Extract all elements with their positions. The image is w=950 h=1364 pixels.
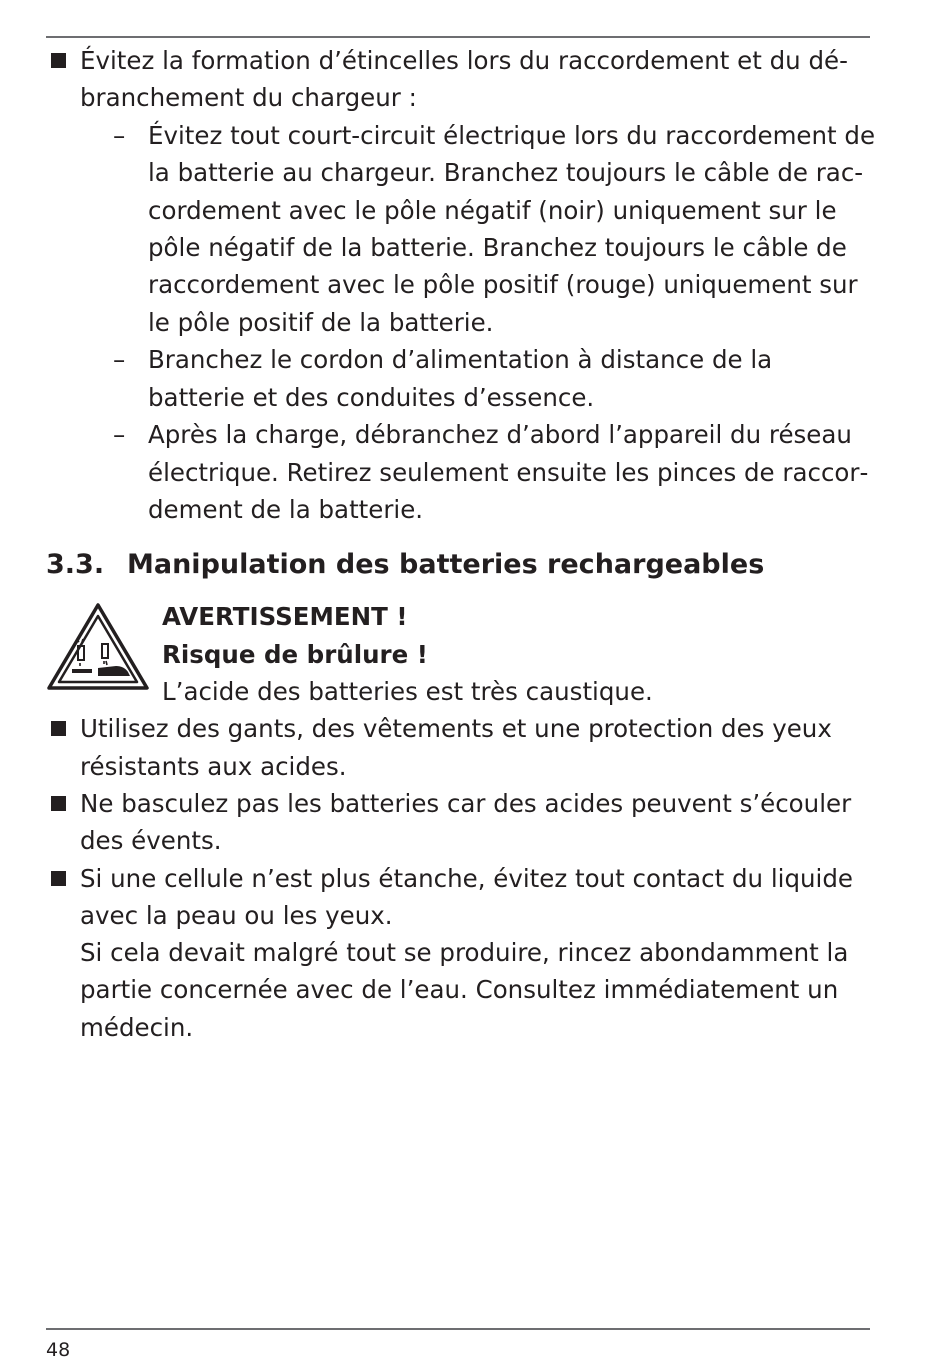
dash-bullet-icon: – [113, 345, 126, 375]
bullet-item-tilt [46, 785, 876, 860]
bullet-text: Évitez la formation d’étincelles lors du raccordement et du débranchement du chargeur : [80, 46, 848, 113]
dash-item-short-circuit [80, 117, 876, 341]
dash-bullet-icon: – [113, 121, 126, 151]
section-title: Manipulation des batteries rechargeables [127, 549, 765, 581]
bullet-text: Utilisez des gants, des vêtements et une protection des yeux résistants aux acides. [80, 714, 832, 781]
dash-item-after-charge [80, 416, 876, 528]
dash-bullet-icon: – [113, 420, 126, 450]
page-number: 48 [46, 1339, 71, 1361]
warning-title: AVERTISSEMENT ! [162, 602, 408, 632]
top-rule [46, 36, 870, 38]
page-content [46, 42, 876, 1046]
bullet-text: Ne basculez pas les batteries car des acides peuvent s’écouler des évents. [80, 788, 852, 856]
dash-item-power-cord [80, 341, 876, 416]
square-bullet-icon [51, 721, 66, 736]
warning-subtitle: Risque de brûlure ! [162, 639, 428, 669]
dash-text: Après la charge, débranchez d’abord l’appareil du réseau électrique. Retirez seulement ensuite les pinces de raccordement de la batterie. [148, 420, 869, 525]
bullet-item-gloves [46, 710, 876, 785]
section-number: 3.3. [46, 549, 105, 581]
warning-text: L’acide des batteries est très caustique. [162, 676, 653, 706]
bullet-text: Si une cellule n’est plus étanche, évitez tout contact du liquide avec la peau ou les yeux. [80, 863, 853, 930]
dash-text: Évitez tout court-circuit électrique lors du raccordement de la batterie au chargeur. Branchez toujours le câble de raccordement avec le pôle négatif (noir) uniquement sur le pôle négatif de la batterie. Branchez toujours le câble de raccordement avec le pôle positif (rouge) uniquement sur le pôle positif de la batterie. [148, 121, 876, 337]
section-heading [46, 542, 876, 588]
corrosive-warning-icon [46, 602, 150, 692]
bullet-item-sparks [46, 42, 876, 528]
bullet-note: Si cela devait malgré tout se produire, rincez abondamment la partie concernée avec de l’eau. Consultez immédiatement un médecin. [80, 938, 849, 1042]
square-bullet-icon [51, 871, 66, 886]
dash-text: Branchez le cordon d’alimentation à distance de la batterie et des conduites d’essence. [148, 345, 773, 412]
bullet-item-leak [46, 860, 876, 1046]
warning-block [46, 598, 876, 710]
square-bullet-icon [51, 53, 66, 68]
square-bullet-icon [51, 796, 66, 811]
bottom-rule [46, 1328, 870, 1330]
